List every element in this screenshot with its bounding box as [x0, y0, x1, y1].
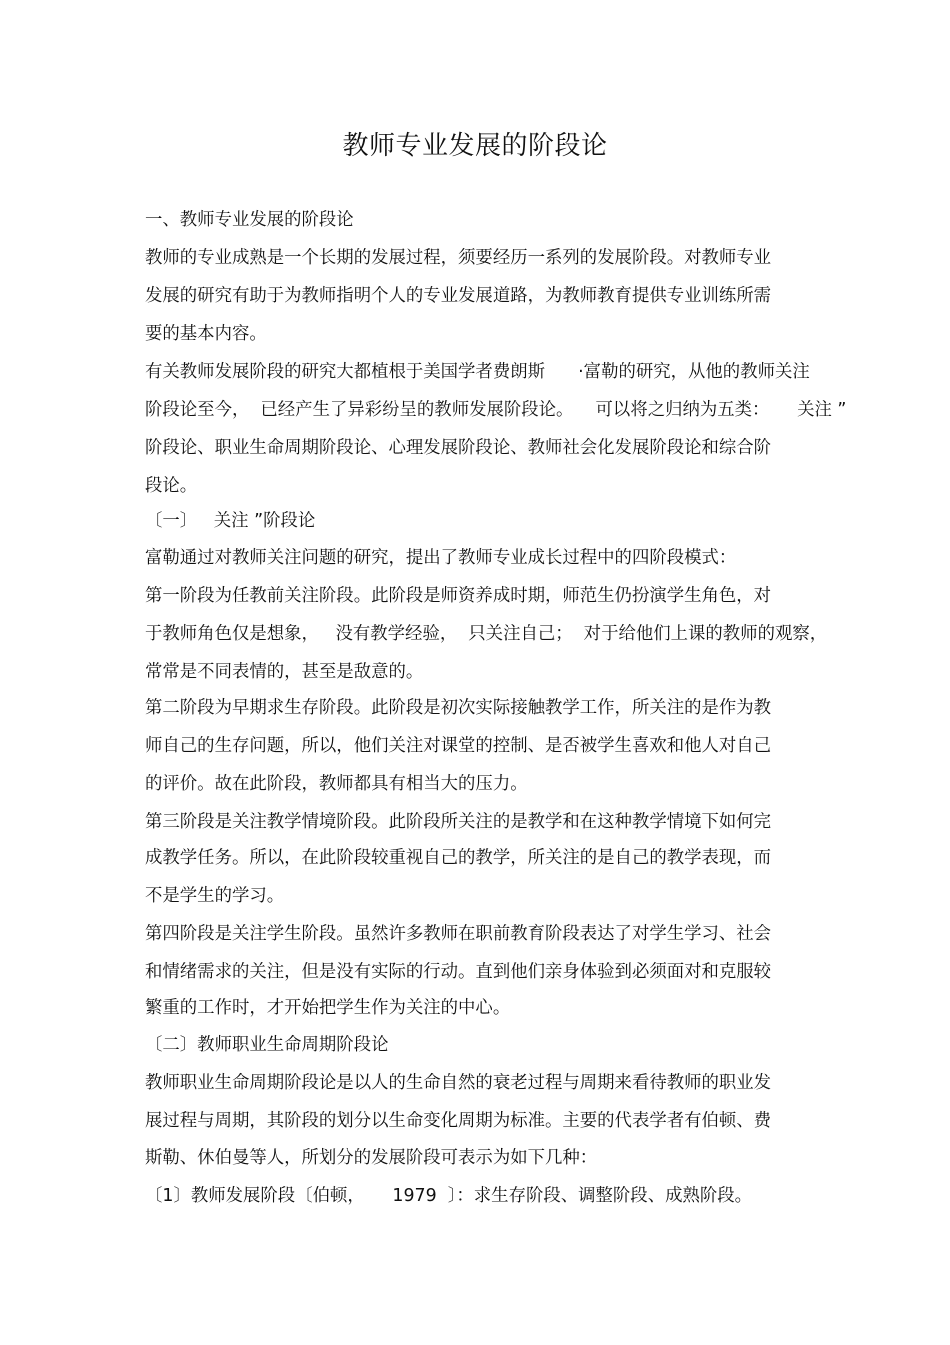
list-item: 〔1〕教师发展阶段〔伯顿， 1979 〕：求生存阶段、调整阶段、成熟阶段。 — [145, 1186, 753, 1206]
paragraph-line: 的评价。故在此阶段，教师都具有相当大的压力。 — [145, 774, 528, 794]
paragraph-line: 阶段论、职业生命周期阶段论、心理发展阶段论、教师社会化发展阶段论和综合阶 — [145, 438, 772, 458]
paragraph-line: 阶段论至今， 已经产生了异彩纷呈的教师发展阶段论。 可以将之归纳为五类： 关注 ” — [145, 400, 847, 420]
paragraph-line: 要的基本内容。 — [145, 324, 267, 344]
paragraph-line: 于教师角色仅是想象， 没有教学经验， 只关注自己； 对于给他们上课的教师的观察， — [145, 624, 828, 644]
paragraph-line: 发展的研究有助于为教师指明个人的专业发展道路，为教师教育提供专业训练所需 — [145, 286, 772, 306]
paragraph-line: 第三阶段是关注教学情境阶段。此阶段所关注的是教学和在这种教学情境下如何完 — [145, 812, 772, 832]
paragraph-line: 第一阶段为任教前关注阶段。此阶段是师资养成时期，师范生仍扮演学生角色，对 — [145, 586, 772, 606]
subsection-heading: 〔一〕 关注 ”阶段论 — [145, 511, 316, 531]
paragraph-line: 第四阶段是关注学生阶段。虽然许多教师在职前教育阶段表达了对学生学习、社会 — [145, 924, 772, 944]
paragraph-line: 富勒通过对教师关注问题的研究，提出了教师专业成长过程中的四阶段模式： — [145, 548, 737, 568]
paragraph-line: 和情绪需求的关注，但是没有实际的行动。直到他们亲身体验到必须面对和克服较 — [145, 962, 772, 982]
paragraph-line: 有关教师发展阶段的研究大都植根于美国学者费朗斯 ·富勒的研究，从他的教师关注 — [145, 362, 810, 382]
subsection-heading: 〔二〕教师职业生命周期阶段论 — [145, 1035, 389, 1055]
paragraph-line: 繁重的工作时，才开始把学生作为关注的中心。 — [145, 998, 511, 1018]
paragraph-line: 常常是不同表情的，甚至是敌意的。 — [145, 662, 424, 682]
document-title: 教师专业发展的阶段论 — [342, 131, 608, 161]
section-heading: 一、教师专业发展的阶段论 — [145, 210, 354, 230]
paragraph-line: 段论。 — [145, 476, 198, 496]
paragraph-line: 教师职业生命周期阶段论是以人的生命自然的衰老过程与周期来看待教师的职业发 — [145, 1073, 772, 1093]
paragraph-line: 不是学生的学习。 — [145, 886, 285, 906]
paragraph-line: 师自己的生存问题，所以，他们关注对课堂的控制、是否被学生喜欢和他人对自己 — [145, 736, 772, 756]
paragraph-line: 展过程与周期，其阶段的划分以生命变化周期为标准。主要的代表学者有伯顿、费 — [145, 1111, 772, 1131]
paragraph-line: 成教学任务。所以，在此阶段较重视自己的教学，所关注的是自己的教学表现，而 — [145, 848, 772, 868]
paragraph-line: 斯勒、休伯曼等人，所划分的发展阶段可表示为如下几种： — [145, 1148, 598, 1168]
paragraph-line: 第二阶段为早期求生存阶段。此阶段是初次实际接触教学工作，所关注的是作为教 — [145, 698, 772, 718]
paragraph-line: 教师的专业成熟是一个长期的发展过程，须要经历一系列的发展阶段。对教师专业 — [145, 248, 772, 268]
